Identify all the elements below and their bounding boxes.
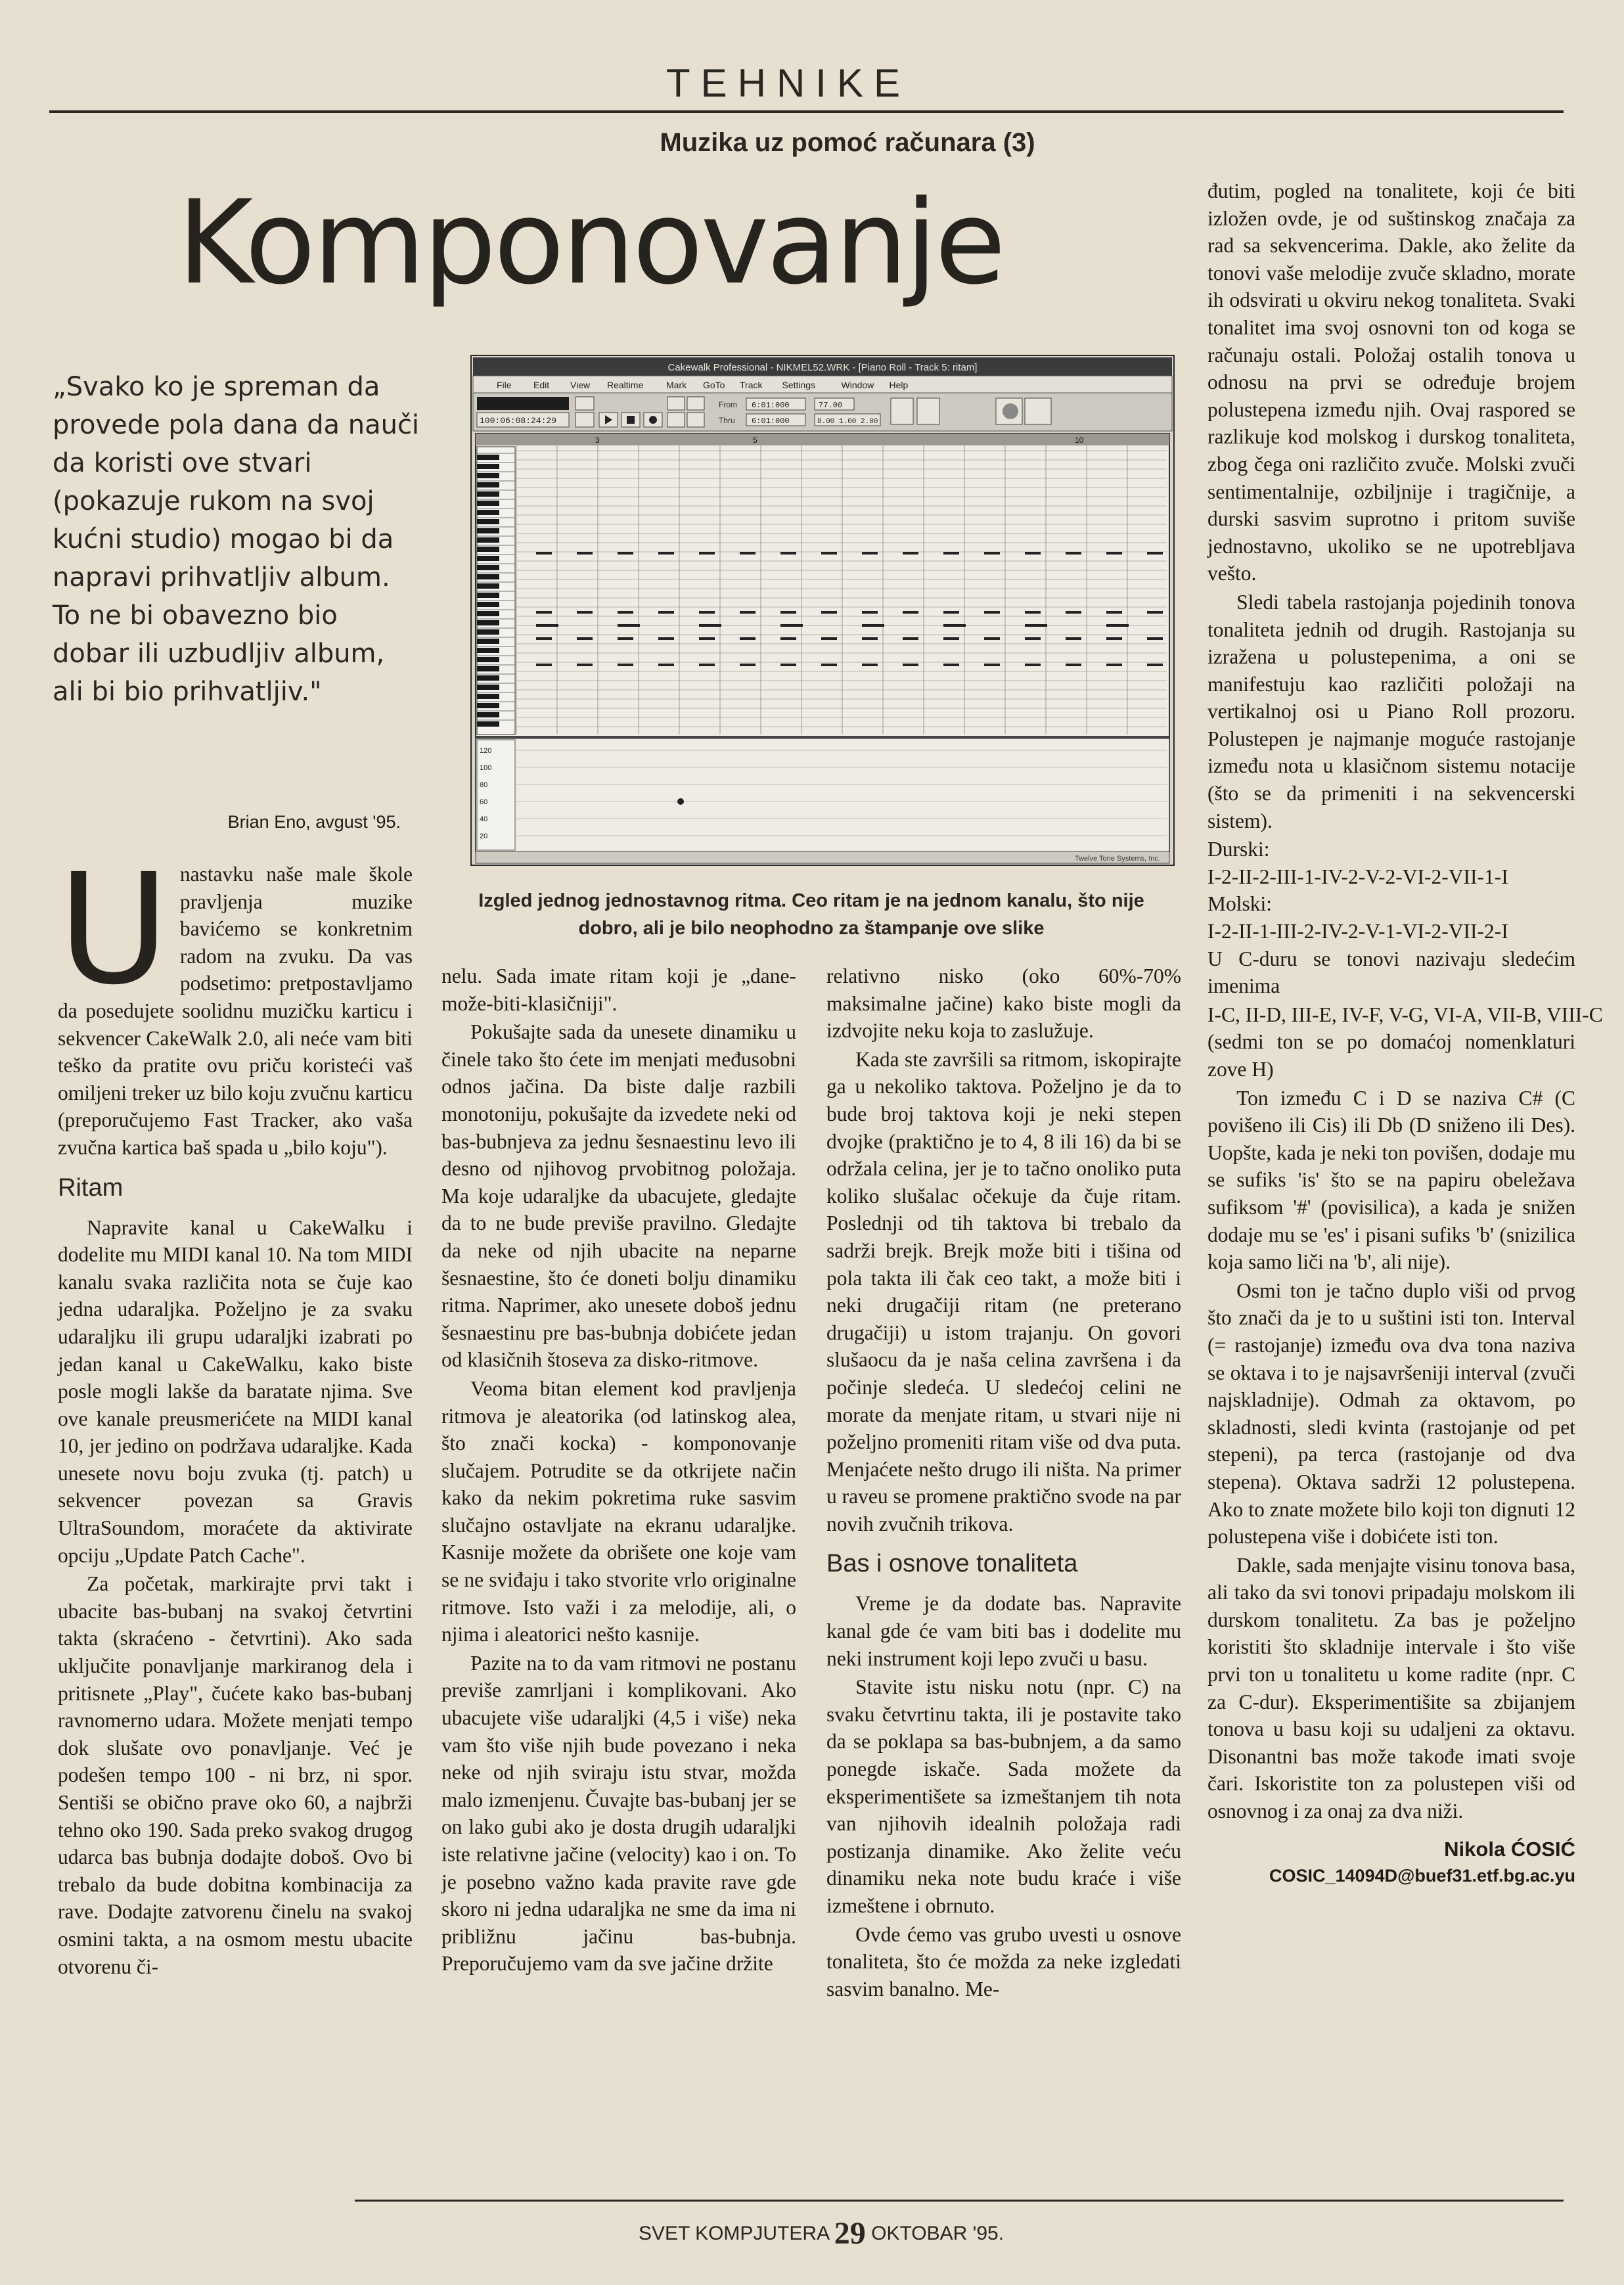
menu-item[interactable]: Realtime (607, 380, 644, 390)
time-counter: 100:06:08:24:29 (480, 416, 557, 426)
velocity-pane (476, 738, 1169, 851)
menu-item[interactable]: Help (889, 380, 909, 390)
paragraph: Pazite na to da vam ritmovi ne postanu previše zamrljani i komplikovani. Ako ubacujete više udaraljki (4,5 i više) neka vam što više njih bude povezano i neka neke od njih sviraju istu stvar, možda malo izmenjenu. Čuvajte bas-bubanj jer se on lako gubi ako je dosta drugih udaraljki iste relativne jačine (velocity) kao i on. To je posebno važno kada pravite rave gde skoro ni jedna udaraljka ne sme da ima ni približnu jačinu bas-bubnja. Preporučujemo vam da sve jačine držite (441, 1651, 796, 1976)
status-bar: Twelve Tone Systems, Inc. (1074, 855, 1160, 863)
durski-scale: I-2-II-2-III-1-IV-2-V-2-VI-2-VII-1-I (1207, 865, 1508, 888)
paragraph: Ton između C i D se naziva C# (C povišeno ili Cis) ili Db (D sniženo ili Des). Uopšte, kada je neki ton povišen, dodaje mu se sufiks 'is' što se na papiru obeležava sufiksom '#' (povisilica), a kada je snižen dodaje mu se 'es' i pisani sufiks 'b' (snizilica koja samo liči na 'b', ali nije). (1207, 1086, 1575, 1274)
velocity-label: 80 (480, 781, 488, 789)
ratio-value: 8.00 1.00 2.00 (817, 418, 878, 426)
paragraph: Za početak, markirajte prvi takt i ubacite bas-bubanj na svakoj četvrtini takta (skraćeno - četvrtini). Ako sada uključite ponavljanje markiranog dela i pritisnete „Play", čućete kako bas-bubanj ravnomerno udara. Možete menjati tempo dok slušate ovo ponavljanje. Već je podešen tempo 100 - ni brz, ni spor. Sentiši se obično prave oko 60, a najbrži tehno oko 190. Sada preko svakog drugog udarca bas bubnja dodajte doboš. Ovo bi trebalo da bude dobitna kombinacija za rave. Dodajte zatvorenu činelu na svakoj osmini takta, a na osmom mestu ubacite otvorenu či- (58, 1572, 413, 1978)
molski-label: Molski: (1207, 892, 1273, 916)
menu-item[interactable]: View (570, 380, 591, 390)
paragraph: Vreme je da dodate bas. Napravite kanal gde će vam biti bas i dodelite mu neki instrument koji lepo zvuči u basu. (826, 1592, 1181, 1670)
section-label: TEHNIKE (665, 61, 911, 105)
durski-label: Durski: (1207, 838, 1270, 861)
author-email: COSIC_14094D@buef31.etf.bg.ac.yu (1269, 1866, 1575, 1886)
page-number: 29 (834, 2216, 866, 2251)
figure-caption: Izgled jednog jednostavnog ritma. Ceo ritam je na jednom kanalu, što nije dobro, ali je bilo neophodno za štampanje ove slike (478, 890, 1144, 939)
drop-cap: U (58, 841, 169, 1018)
velocity-label: 20 (480, 832, 488, 840)
paragraph: Pokušajte sada da unesete dinamiku u činele tako što ćete im menjati međusobni odnos jačina. Da biste dalje razbili monotoniju, pokušajte da izvedete neki od bas-bubnjeva za jednu šesnaestinu levo ili desno od njihovog prvobitnog položaja. Ma koje udaraljke da ubacujete, gledajte da to ne bude previše pravilno. Gledajte da neke od njih ubacite na neparne šesnaestine, što će doneti bolju dinamiku ritma. Naprimer, ako unesete doboš jednu šesnaestinu pre bas-bubnja dobićete jedan od klasičnih štoseva za disko-ritmove. (441, 1020, 796, 1372)
paragraph: U C-duru se tonovi nazivaju sledećim imenima (1207, 947, 1575, 998)
pull-quote-author: Brian Eno, avgust '95. (227, 812, 401, 832)
page-footer (591, 2215, 1051, 2251)
paragraph: Stavite istu nisku notu (npr. C) na svaku četvrtinu takta, ili je postavite tako da se poklapa sa bas-bubnjem, a da samo ponegde iskače. Sada možete da eksperimentišete sa izmeštanjem tih nota van njihovih idealnih položaja radi postizanja dinamike. Ako želite veću dinamiku neka note budu kraće i više izmeštene i obrnuto. (826, 1675, 1181, 1917)
author-name: Nikola ĆOSIĆ (1444, 1837, 1575, 1861)
ruler-label: 10 (1075, 436, 1084, 445)
from-value: 6:01:000 (752, 401, 790, 410)
from-label: From (719, 400, 737, 409)
thru-label: Thru (719, 416, 735, 425)
paragraph: Sledi tabela rastojanja pojedinih tonova tonaliteta jednih od drugih. Rastojanja su izražena u polustepenima, a oni se manifestuju kao različiti položaji na vertikalnoj osi u Piano Roll prozoru. Polustepen je najmanje moguće rastojanje između nota u klasičnom sistemu notacije (što se da primeniti i na sekvencerski sistem). (1207, 590, 1575, 832)
column-1 (58, 841, 413, 1981)
ruler-label: 3 (595, 436, 600, 445)
top-rule (49, 110, 1564, 113)
paragraph: relativno nisko (oko 60%-70% maksimalne jačine) kako biste mogli da izdvojite neku koja to zaslužuje. (826, 964, 1181, 1043)
menu-item[interactable]: Track (740, 380, 763, 390)
pull-quote: „Svako ko je spreman da provede pola dana da nauči da koristi ove stvari (pokazuje rukom na svoj kućni studio) mogao bi da napravi prihvatljiv album. To ne bi obavezno bio dobar ili uzbudljiv album, ali bi bio prihvatljiv." (53, 372, 420, 707)
paragraph: nelu. Sada imate ritam koji je „dane-može-biti-klasičniji". (441, 964, 796, 1015)
paragraph: Dakle, sada menjajte visinu tonova basa, ali tako da svi tonovi pripadaju molskom ili durskom tonalitetu. Za bas je poželjno koristiti što skladnije intervale i što više prvi ton u tonalitetu u kome radite (npr. C za C-dur). Eksperimentišite sa zbijanjem tonova u basu koji su udaljeni za oktavu. Disonantni bas može takođe imati svoje čari. Iskoristite ton za polustepen viši od osnovnog i za onaj za dva niži. (1207, 1553, 1575, 1823)
tempo-value: 77.00 (819, 401, 843, 410)
kicker: Muzika uz pomoć računara (3) (660, 128, 1035, 157)
window-title: Cakewalk Professional - NIKMEL52.WRK - [Piano Roll - Track 5: ritam] (667, 362, 978, 373)
paragraph: (sedmi ton se po domaćoj nomenklaturi zove H) (1207, 1030, 1575, 1081)
menu-item[interactable]: Mark (666, 380, 687, 390)
menu-item[interactable]: Settings (782, 380, 816, 390)
menu-item[interactable]: Window (841, 380, 874, 390)
paragraph: đutim, pogled na tonalitete, koji će biti izložen ovde, je od suštinskog značaja za rad sa sekvencerima. Dakle, ako želite da tonovi vaše melodije zvuče skladno, morate ih odsvirati u okviru nekog tonaliteta. Svaki tonalitet ima svoj osnovni ton od koga se računaju ostali. Položaj ostalih tonova u odnosu na prvi se određuje brojem polustepena između njih. Ovaj raspored se razlikuje kod molskog i durskog tonaliteta, zbog čega oni različito zvuče. Molski zvuči sentimentalnije, ozbiljnije i tragičnije, a durski sasvim suprotno i pritom suviše jednostavno, ukoliko se ne upotrebljava vešto. (1207, 179, 1575, 585)
intro-paragraph: nastavku naše male škole pravljenja muzike bavićemo se konkretnim radom na zvuku. Da vas podsetimo: pretpostavljamo da posedujete soolidnu muzičku karticu i sekvencer CakeWalk 2.0, ali neće vam biti teško da pratite ovu priču koristeći vaš omiljeni treker uz bilo koju zvučnu karticu (preporučujemo Fast Tracker, ako vaša zvučna kartica baš spada u „bilo koju"). (58, 863, 413, 1159)
piano-keyboard (477, 447, 515, 735)
menu-item[interactable]: File (497, 380, 512, 390)
subheading-ritam: Ritam (58, 1173, 124, 1202)
subheading-bas: Bas i osnove tonaliteta (826, 1550, 1078, 1578)
paragraph: Veoma bitan element kod pravljenja ritmova je aleatorika (od latinskog alea, što znači kocka) - komponovanje slučajem. Potrudite se da otkrijete način kako da nekim pokretima ruke sasvim slučajno ostavljate na ekranu udaraljke. Kasnije možete da obrišete one koje vam se ne sviđaju i tako stvorite vrlo originalne ritmove. Isto važi i za melodije, ali, o njima i aleatorici nešto kasnije. (441, 1376, 796, 1646)
note-names: I-C, II-D, III-E, IV-F, V-G, VI-A, VII-B, VIII-C (1207, 1003, 1603, 1026)
headline: Komponovanje (177, 175, 1004, 310)
paragraph: Osmi ton je tačno duplo viši od prvog što znači da je to u suštini isti ton. Interval (= rastojanje) između ova dva tona naziva se oktava i to je najsavršeniji interval (zvuči najskladnije). Odmah za oktavom, po skladnosti, sledi kvinta (rastojanje od pet stepeni), pa terca (rastojanje od dva stepena). Oktava sadrži 12 polustepena. Ako to znate možete bilo koji ton dignuti 12 polustepena više i dobićete isti ton. (1207, 1278, 1575, 1549)
molski-scale: I-2-II-1-III-2-IV-2-V-1-VI-2-VII-2-I (1207, 920, 1508, 943)
issue-date: OKTOBAR '95. (871, 2223, 1004, 2244)
cakewalk-screenshot (470, 355, 1175, 866)
velocity-label: 100 (480, 764, 492, 772)
paragraph: Ovde ćemo vas grubo uvesti u osnove tonaliteta, što će možda za neke izgledati sasvim banalno. Me- (826, 1922, 1181, 2001)
column-2 (441, 962, 796, 1979)
thru-value: 6:01:000 (752, 417, 790, 426)
paragraph: Napravite kanal u CakeWalku i dodelite mu MIDI kanal 10. Na tom MIDI kanalu svaka različita nota se čuje kao jedna udaraljka. Poželjno je za svaku udaraljku ili grupu udaraljki izabrati po jedan kanal u CakeWalku, kako biste posle mogli lakše da baratate njima. Sve ove kanale preusmerićete na MIDI kanal 10, jer jedino on podržava udaraljke. Kada unesete novu boju zvuka (tj. patch) u sekvencer povezan sa Gravis UltraSoundom, moraćete da aktivirate opciju „Update Patch Cache". (58, 1215, 413, 1567)
velocity-label: 40 (480, 815, 488, 823)
ruler-label: 5 (753, 436, 757, 445)
menu-item[interactable]: Edit (533, 380, 550, 390)
velocity-label: 60 (480, 798, 488, 806)
column-4 (1207, 177, 1603, 1890)
velocity-label: 120 (480, 747, 492, 755)
magazine-name: SVET KOMPJUTERA (638, 2223, 829, 2244)
menu-item[interactable]: GoTo (703, 380, 725, 390)
paragraph: Kada ste završili sa ritmom, iskopirajte ga u nekoliko taktova. Poželjno je da to bude broj taktova koji je neki stepen dvojke (praktično je to 4, 8 ili 16) da bi se održala celina, jer je to tačno onoliko puta koliko slušalac očekuje da čuje ritam. Poslednji od tih taktova bi trebalo da sadrži brejk. Brejk može biti i tišina od pola takta ili čak ceo takt, a može biti i neki drugačiji ritam (ne preterano drugačiji) u istom trajanju. On govori slušaocu da je naša celina završena i da počinje sledeća. U sledećoj celini ne morate da menjate ritam, u stvari nije ni poželjno promeniti ritam više od dva puta. Menjaćete nešto drugo ili ništa. Na primer u raveu se promene praktično svode na par novih zvučnih trikova. (826, 1047, 1181, 1535)
bottom-rule (355, 2200, 1564, 2202)
column-3 (826, 962, 1181, 2004)
